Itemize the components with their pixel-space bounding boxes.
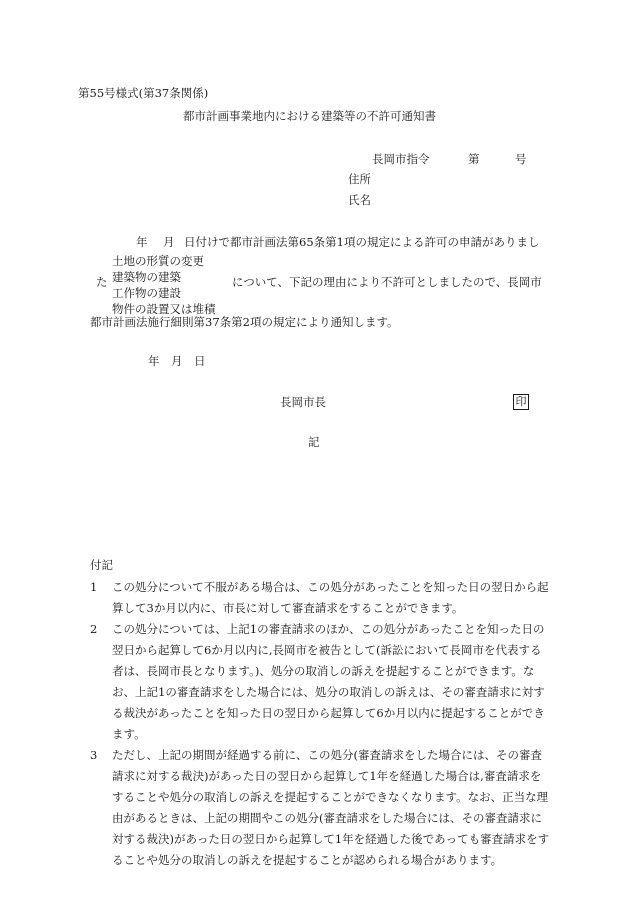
document-title: 都市計画事業地内における建築等の不許可通知書 xyxy=(183,109,436,123)
category-item: 工作物の建設 xyxy=(112,286,181,300)
name-label: 氏名 xyxy=(348,193,371,207)
body-middle: について、下記の理由により不許可としましたので、長岡市 xyxy=(232,275,542,289)
note-number: 1 xyxy=(90,580,98,594)
note-text: この処分については、上記1の審査請求のほか、この処分があったことを知った日の翌日から起算して6か月以内に,長岡市を被告として(訴訟において長岡市を代表する者は、長岡市長となります。)、処分の取消しの訴えを提起することができます。なお、上記1の審査請求をした場合には、処分の取消しの訴えは、その審査請求に対する裁決があったことを知った日の翌日から起算して6か月以内に提起することができます。 xyxy=(112,622,545,741)
body-rest: 日付けで都市計画法第65条第1項の規定による許可の申請がありまし xyxy=(184,235,540,249)
note-number: 3 xyxy=(90,748,98,762)
note-text: ただし、上記の期間が経過する前に、この処分(審査請求をした場合には、その審査請求に対する裁決)があった日の翌日から起算して1年を経過した場合は,審査請求をすることや処分の取消しの訴えを提起することができなくなります。なお、正当な理由があるときは、上記の期間やこの処分(審査請求をした場合には、その審査請求に対する裁決)があった日の翌日から起算して1年を経過した後であっても審査請求をすることや処分の取消しの訴えを提起することが認められる場合があります。 xyxy=(112,748,550,867)
category-item: 土地の形質の変更 xyxy=(112,254,204,268)
body-year: 年 xyxy=(136,235,148,249)
directive-label: 長岡市指令 xyxy=(372,152,430,166)
note-number: 2 xyxy=(90,622,98,636)
notes-heading: 付記 xyxy=(90,558,113,572)
ki-heading: 記 xyxy=(308,435,320,449)
note-item xyxy=(90,619,550,745)
note-text: この処分について不服がある場合は、この処分があったことを知った日の翌日から起算して3か月以内に、市長に対して審査請求をすることができます。 xyxy=(112,580,549,615)
note-item xyxy=(90,577,550,619)
category-item: 物件の設置又は堆積 xyxy=(112,302,216,316)
body-ta: た xyxy=(96,275,108,289)
mayor-label: 長岡市長 xyxy=(280,395,326,409)
category-item: 建築物の建築 xyxy=(112,270,181,284)
number-prefix: 第 xyxy=(468,152,480,166)
number-suffix: 号 xyxy=(515,152,527,166)
body-last: 都市計画法施行細則第37条第2項の規定により通知します。 xyxy=(90,315,399,329)
notes-list xyxy=(90,577,550,871)
issue-date: 年 月 日 xyxy=(148,354,206,368)
address-label: 住所 xyxy=(348,172,371,186)
form-number: 第55号様式(第37条関係) xyxy=(78,86,209,100)
category-list xyxy=(112,253,216,317)
body-month: 月 xyxy=(163,235,175,249)
seal-mark: 印 xyxy=(513,394,529,410)
note-item xyxy=(90,745,550,871)
